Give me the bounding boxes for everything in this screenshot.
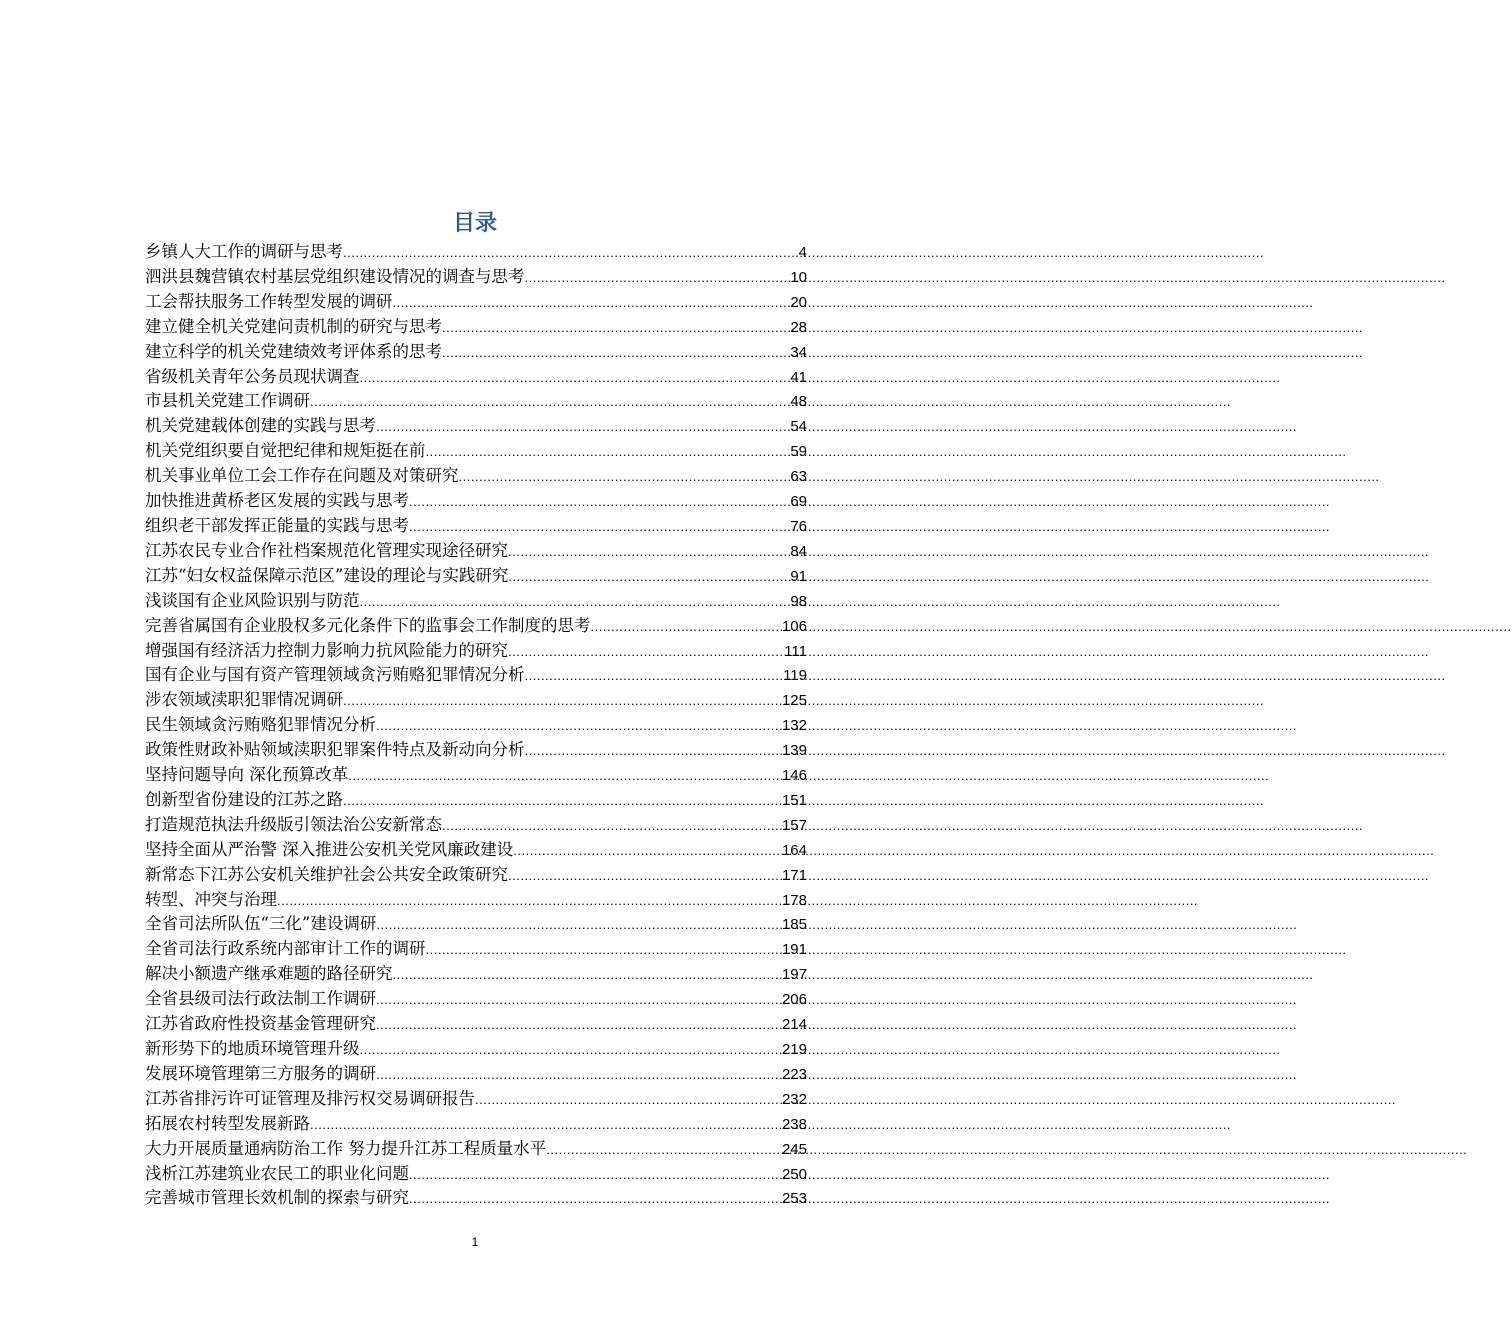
toc-entry-page: 171	[781, 866, 807, 884]
toc-dot-leader	[277, 889, 782, 914]
toc-entry-title: 泗洪县魏营镇农村基层党组织建设情况的调查与思考	[145, 266, 525, 286]
toc-dot-leader	[442, 814, 782, 839]
toc-entry[interactable]	[145, 539, 807, 564]
toc-entry-title: 增强国有经济活力控制力影响力抗风险能力的研究	[145, 640, 508, 660]
toc-dot-leader	[376, 415, 790, 440]
toc-entry-page: 214	[781, 1016, 807, 1034]
toc-dot-leader	[360, 366, 791, 391]
toc-entry[interactable]	[145, 414, 807, 439]
toc-dot-leader	[310, 390, 790, 415]
toc-entry-page: 20	[790, 293, 807, 311]
toc-dot-leader	[348, 764, 782, 789]
toc-entry-page: 106	[781, 617, 807, 635]
toc-entry-title: 发展环境管理第三方服务的调研	[145, 1063, 376, 1083]
toc-entry[interactable]	[145, 763, 807, 788]
toc-entry[interactable]	[145, 937, 807, 962]
toc-dot-leader	[360, 1038, 782, 1063]
toc-entry-title: 大力开展质量通病防治工作 努力提升江苏工程质量水平	[145, 1138, 547, 1158]
toc-entry-title: 乡镇人大工作的调研与思考	[145, 242, 343, 261]
toc-dot-leader	[442, 341, 790, 366]
toc-entry[interactable]	[145, 688, 807, 713]
toc-entry-title: 坚持全面从严治警 深入推进公安机关党风廉政建设	[145, 839, 514, 859]
toc-list	[145, 240, 807, 1211]
toc-dot-leader	[360, 590, 791, 615]
toc-entry[interactable]	[145, 265, 807, 290]
toc-entry[interactable]	[145, 962, 807, 987]
toc-dot-leader	[508, 864, 782, 889]
toc-entry[interactable]	[145, 663, 807, 688]
toc-dot-leader	[459, 465, 791, 490]
toc-dot-leader	[393, 963, 782, 988]
toc-dot-leader	[393, 291, 791, 316]
toc-entry-page: 139	[781, 742, 807, 760]
toc-entry-page: 10	[790, 268, 807, 286]
toc-entry-page: 76	[790, 517, 807, 535]
toc-entry-title: 解决小额遗产继承难题的路径研究	[145, 964, 393, 984]
toc-entry[interactable]	[145, 240, 807, 265]
toc-entry[interactable]	[145, 464, 807, 489]
toc-entry-page: 4	[798, 244, 807, 261]
toc-entry[interactable]	[145, 290, 807, 315]
toc-entry[interactable]	[145, 639, 807, 664]
toc-dot-leader	[310, 1113, 782, 1138]
toc-entry-title: 政策性财政补贴领域渎职犯罪案件特点及新动向分析	[145, 740, 525, 760]
toc-entry[interactable]	[145, 863, 807, 888]
toc-entry-title: 机关党组织要自觉把纪律和规矩挺在前	[145, 441, 426, 461]
toc-entry-page: 178	[781, 891, 807, 909]
toc-dot-leader	[525, 664, 784, 689]
toc-entry-page: 238	[781, 1115, 807, 1133]
toc-entry-page: 191	[781, 941, 807, 959]
toc-entry[interactable]	[145, 1137, 807, 1162]
toc-entry-title: 省级机关青年公务员现状调查	[145, 366, 360, 386]
toc-entry-page: 34	[790, 343, 807, 361]
toc-entry-title: 坚持问题导向 深化预算改革	[145, 765, 349, 785]
toc-entry-title: 打造规范执法升级版引领法治公安新常态	[145, 814, 442, 834]
toc-entry-title: 全省司法行政系统内部审计工作的调研	[145, 939, 426, 959]
toc-entry[interactable]	[145, 365, 807, 390]
toc-entry-page: 206	[781, 991, 807, 1009]
toc-entry[interactable]	[145, 489, 807, 514]
toc-entry-title: 民生领域贪污贿赂犯罪情况分析	[145, 715, 376, 735]
toc-entry[interactable]	[145, 987, 807, 1012]
toc-dot-leader	[525, 266, 791, 291]
toc-entry-title: 机关党建载体创建的实践与思考	[145, 416, 376, 436]
toc-entry-page: 63	[790, 468, 807, 486]
toc-entry-page: 119	[783, 667, 807, 685]
toc-entry-page: 132	[781, 717, 807, 735]
toc-dot-leader	[426, 938, 782, 963]
toc-entry-page: 84	[790, 542, 807, 560]
toc-entry-page: 223	[781, 1065, 807, 1083]
toc-entry[interactable]	[145, 1087, 807, 1112]
toc-entry[interactable]	[145, 738, 807, 763]
toc-dot-leader	[343, 789, 782, 814]
toc-entry[interactable]	[145, 614, 807, 639]
toc-entry[interactable]	[145, 589, 807, 614]
toc-dot-leader	[409, 515, 790, 540]
toc-entry-title: 全省司法所队伍“三化”建设调研	[145, 914, 377, 934]
toc-entry[interactable]	[145, 1037, 807, 1062]
toc-entry[interactable]	[145, 888, 807, 913]
toc-entry[interactable]	[145, 564, 807, 589]
toc-entry-page: 54	[790, 418, 807, 436]
toc-entry-title: 新常态下江苏公安机关维护社会公共安全政策研究	[145, 864, 508, 884]
toc-dot-leader	[376, 1063, 782, 1088]
toc-dot-leader	[343, 689, 782, 714]
toc-dot-leader	[508, 540, 790, 565]
toc-entry[interactable]	[145, 1112, 807, 1137]
toc-entry-page: 28	[790, 318, 807, 336]
toc-entry-page: 219	[781, 1041, 807, 1058]
toc-entry[interactable]	[145, 813, 807, 838]
toc-entry-title: 机关事业单位工会工作存在问题及对策研究	[145, 466, 459, 486]
toc-entry[interactable]	[145, 1186, 807, 1211]
toc-entry-page: 125	[781, 692, 807, 710]
toc-entry-title: 全省县级司法行政法制工作调研	[145, 989, 376, 1009]
toc-entry-title: 浅析江苏建筑业农民工的职业化问题	[145, 1163, 409, 1183]
toc-dot-leader	[343, 241, 799, 266]
toc-entry[interactable]	[145, 912, 807, 937]
toc-entry-page: 98	[790, 592, 807, 610]
toc-entry[interactable]	[145, 838, 807, 863]
toc-dot-leader	[376, 1013, 782, 1038]
toc-entry-title: 浅谈国有企业风险识别与防范	[145, 590, 360, 610]
toc-entry-title: 市县机关党建工作调研	[145, 391, 310, 411]
toc-dot-leader	[591, 615, 782, 640]
toc-entry[interactable]	[145, 1012, 807, 1037]
toc-entry-page: 164	[781, 841, 807, 859]
toc-entry-page: 91	[790, 567, 807, 585]
toc-entry-title: 拓展农村转型发展新路	[145, 1113, 310, 1133]
toc-entry-page: 197	[781, 966, 807, 984]
toc-entry-title: 转型、冲突与治理	[145, 889, 277, 909]
toc-entry[interactable]	[145, 1062, 807, 1087]
toc-dot-leader	[376, 988, 782, 1013]
toc-entry-page: 69	[790, 493, 807, 511]
toc-entry-title: 完善城市管理长效机制的探索与研究	[145, 1188, 409, 1208]
toc-entry-title: 建立科学的机关党建绩效考评体系的思考	[145, 341, 442, 361]
toc-dot-leader	[409, 1187, 782, 1212]
toc-entry-title: 工会帮扶服务工作转型发展的调研	[145, 291, 393, 311]
toc-dot-leader	[508, 640, 784, 665]
toc-dot-leader	[409, 1163, 782, 1188]
toc-entry-title: 完善省属国有企业股权多元化条件下的监事会工作制度的思考	[145, 615, 591, 635]
toc-dot-leader	[376, 913, 782, 938]
toc-dot-leader	[442, 316, 790, 341]
toc-entry[interactable]	[145, 713, 807, 738]
toc-entry-title: 组织老干部发挥正能量的实践与思考	[145, 515, 409, 535]
toc-entry-title: 江苏“妇女权益保障示范区”建设的理论与实践研究	[145, 565, 509, 585]
toc-dot-leader	[426, 440, 791, 465]
toc-entry[interactable]	[145, 1162, 807, 1187]
toc-entry-title: 国有企业与国有资产管理领域贪污贿赂犯罪情况分析	[145, 665, 525, 685]
toc-entry[interactable]	[145, 389, 807, 414]
toc-entry-page: 48	[790, 393, 807, 411]
toc-entry-page: 111	[784, 642, 807, 660]
toc-entry-page: 146	[781, 767, 807, 785]
toc-entry[interactable]	[145, 439, 807, 464]
toc-entry-title: 新形势下的地质环境管理升级	[145, 1039, 360, 1058]
toc-entry-page: 185	[781, 916, 807, 934]
toc-dot-leader	[546, 1138, 782, 1163]
toc-entry-page: 41	[790, 368, 807, 386]
toc-entry[interactable]	[145, 340, 807, 365]
toc-entry-title: 涉农领域渎职犯罪情况调研	[145, 690, 343, 710]
toc-dot-leader	[475, 1088, 782, 1113]
toc-entry-title: 加快推进黄桥老区发展的实践与思考	[145, 491, 409, 511]
toc-entry-page: 232	[781, 1090, 807, 1108]
page-number: 1	[471, 1235, 479, 1249]
toc-dot-leader	[376, 714, 782, 739]
toc-entry[interactable]	[145, 514, 807, 539]
toc-entry-title: 创新型省份建设的江苏之路	[145, 789, 343, 809]
toc-entry-title: 江苏农民专业合作社档案规范化管理实现途径研究	[145, 540, 508, 560]
toc-dot-leader	[525, 739, 782, 764]
toc-dot-leader	[508, 565, 790, 590]
toc-entry-page: 59	[790, 443, 807, 461]
toc-entry-title: 江苏省政府性投资基金管理研究	[145, 1014, 376, 1034]
toc-entry[interactable]	[145, 788, 807, 813]
toc-entry-title: 建立健全机关党建问责机制的研究与思考	[145, 316, 442, 336]
toc-entry[interactable]	[145, 315, 807, 340]
toc-entry-page: 157	[781, 816, 807, 834]
toc-dot-leader	[409, 490, 790, 515]
toc-entry-page: 253	[781, 1190, 807, 1208]
toc-entry-title: 江苏省排污许可证管理及排污权交易调研报告	[145, 1088, 475, 1108]
toc-entry-page: 250	[781, 1165, 807, 1183]
toc-entry-page: 245	[781, 1140, 807, 1158]
toc-entry-page: 151	[781, 791, 807, 809]
toc-dot-leader	[513, 839, 782, 864]
toc-title: 目录	[452, 211, 497, 236]
